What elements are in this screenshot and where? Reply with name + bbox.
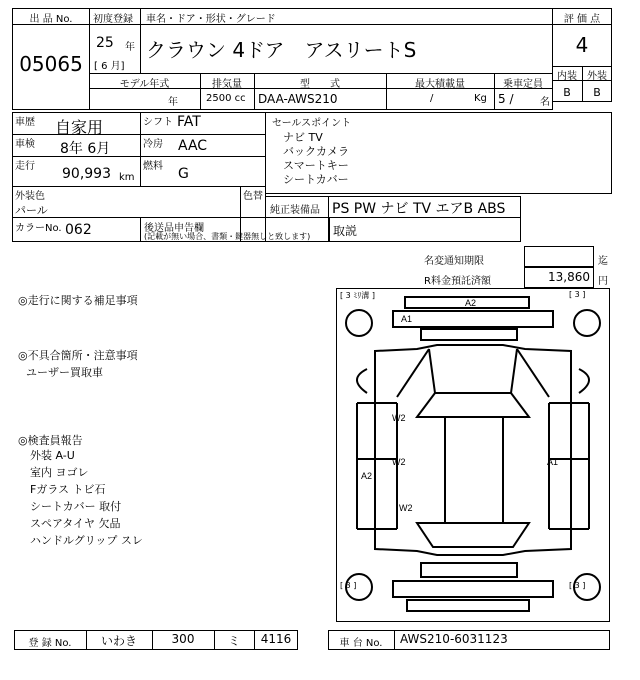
fuel: G [178,166,189,182]
car-diagram [336,288,610,622]
inspector-title: ◎検査員報告 [18,434,83,447]
ac: AAC [178,138,208,154]
mark-w2-left-low: W2 [399,503,413,513]
lot-no-label: 出 品 No. [29,14,73,25]
sales-point-3: スマートキー [283,159,349,172]
reg-no-label: 登 録 No. [28,638,72,649]
deadline-unit: 迄 [598,256,608,267]
max-load: / [430,93,434,104]
reg-class: 300 [171,632,195,646]
name-label: 車名・ドア・形状・グレード [146,14,276,25]
mileage: 90,993 [62,166,111,182]
equipment: PS PW ナビ TV エアB ABS [332,201,506,217]
first-reg-year-unit: 年 [125,42,135,53]
capacity-label: 乗車定員 [503,79,543,90]
post-report-label: 後送品申告欄 [144,223,204,234]
equipment-label: 純正装備品 [270,205,320,216]
inspector-5: スペアタイヤ 欠品 [30,517,121,530]
sales-point-2: バックカメラ [283,145,349,158]
inspector-4: シートカバー 取付 [30,500,122,513]
recycle-value: 13,860 [548,270,590,284]
recycle-unit: 円 [598,276,608,287]
reg-kana: ミ [227,634,240,648]
shift-label: シフト [143,117,173,128]
shift: FAT [177,114,201,130]
tire-rear-left: [ 3 ] [340,581,357,590]
tire-front-left: [ 3 ﾐﾘ溝 ] [340,291,375,300]
fuel-label: 燃料 [143,161,163,172]
model-label: 型 式 [300,79,340,90]
defect-1: ユーザー買取車 [26,366,103,379]
first-reg-month: [ 6 月] [94,61,125,72]
ext-color-label: 外装色 [15,191,45,202]
model-code: DAA-AWS210 [258,92,338,106]
exterior-grade: B [593,86,601,99]
inspection-label: 車検 [15,139,35,150]
sales-points-label: セールスポイント [272,118,352,129]
mark-w2-left-mid: W2 [392,457,406,467]
post-report-note: (記載が無い場合、書類・鍵器無しと致します) [144,232,311,241]
grade-label: 評 価 点 [563,14,601,25]
ext-color: パール [15,204,48,217]
wheel-front-right [574,310,600,336]
inspector-2: 室内 ヨゴレ [30,466,89,479]
color-no-label: カラーNo. [15,223,62,234]
history-label: 車歴 [15,117,35,128]
sales-point-1: ナビ TV [283,131,323,144]
lot-no: 05065 [19,52,83,76]
post-items-box [329,217,521,242]
model-year-unit: 年 [168,97,178,108]
mark-a2-front: A2 [465,298,477,308]
reg-number: 4116 [260,632,292,646]
capacity: 5 / [498,92,514,106]
mark-a1-right: A1 [547,457,559,467]
displacement-label: 排気量 [212,79,242,90]
mark-w2-left-top: W2 [392,413,406,423]
color-no: 062 [65,222,92,238]
displacement: 2500 cc [206,93,246,104]
exterior-label: 外装 [587,71,607,82]
defects-title: ◎不具合箇所・注意事項 [18,349,138,362]
mark-a2-left: A2 [361,471,373,481]
ac-label: 冷房 [143,139,163,150]
interior-grade: B [563,86,571,99]
tire-rear-right: [ 3 ] [569,581,586,590]
post-items: 取説 [333,224,358,238]
chassis-label: 車 台 No. [339,638,383,649]
supplement-title: ◎走行に関する補足事項 [18,294,138,307]
overall-grade: 4 [575,33,589,57]
wheel-front-left [346,310,372,336]
tire-front-right: [ 3 ] [569,290,586,299]
first-reg-label: 初度登録 [93,14,133,25]
inspector-6: ハンドルグリップ スレ [30,534,143,547]
deadline-label: 名変通知期限 [424,256,484,267]
deadline-value-box [524,246,594,267]
history: 自家用 [55,118,104,137]
sales-point-4: シートカバー [283,173,349,186]
color-change-label: 色替 [243,191,263,202]
interior-label: 内装 [557,71,577,82]
car-name: クラウン 4ドア アスリートS [146,38,417,62]
capacity-unit: 名 [540,97,550,108]
max-load-unit: Kg [474,93,487,104]
recycle-label: R料金預託済額 [424,276,491,287]
mileage-label: 走行 [15,161,35,172]
model-year-label: モデル年式 [119,79,170,90]
inspector-3: Fガラス トビ石 [30,483,106,496]
reg-area: いわき [100,634,137,648]
mileage-unit: km [119,172,135,183]
first-reg-year: 25 [96,35,114,51]
inspector-1: 外装 A-U [30,449,75,462]
mark-a1-front: A1 [401,314,413,324]
load-label: 最大積載量 [415,79,465,90]
chassis-number: AWS210-6031123 [400,632,508,646]
inspection: 8年 6月 [60,141,111,157]
